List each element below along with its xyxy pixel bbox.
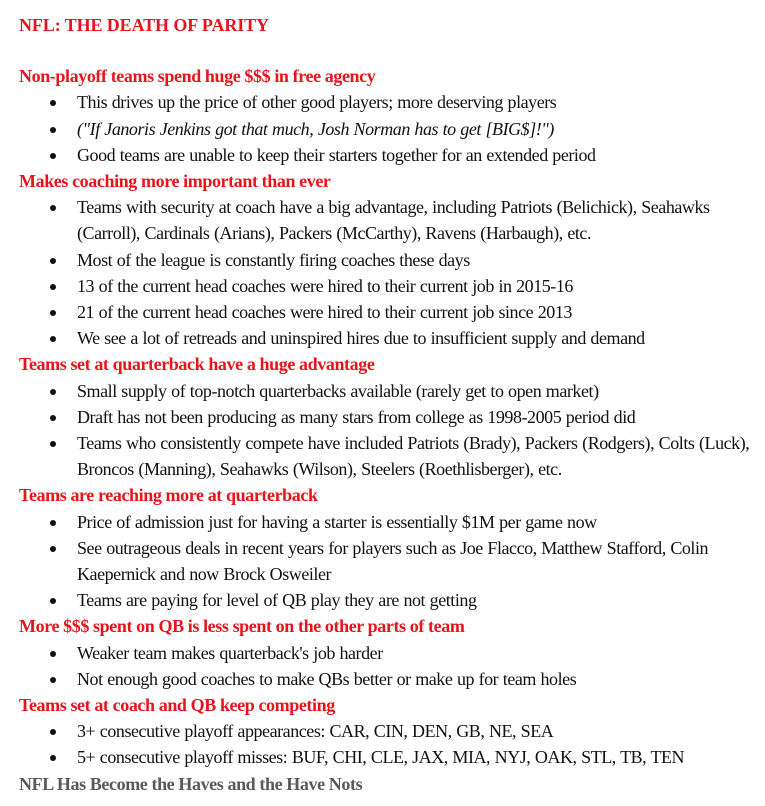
bullet-item: [19, 404, 765, 430]
bullet-item: [19, 89, 765, 115]
section: [19, 63, 765, 168]
bullet-text: Weaker team makes quarterback's job harder: [77, 642, 383, 663]
document: [19, 12, 765, 797]
bullet-icon: [50, 100, 56, 106]
bullet-item: [19, 744, 765, 770]
section-heading: More $$$ spent on QB is less spent on the other parts of team: [19, 616, 465, 637]
section-heading: Teams set at coach and QB keep competing: [19, 695, 335, 716]
section-heading: Non-playoff teams spend huge $$$ in free agency: [19, 66, 376, 87]
bullet-text: Teams are paying for level of QB play they are not getting: [77, 590, 477, 611]
section: [19, 168, 765, 351]
bullet-text: Draft has not been producing as many stars from college as 1998-2005 period did: [77, 406, 636, 427]
bullet-item: [19, 273, 765, 299]
bullet-item: [19, 718, 765, 744]
bullet-text: Small supply of top-notch quarterbacks available (rarely get to open market): [77, 380, 599, 401]
bullet-list: [19, 509, 765, 614]
section: [19, 482, 765, 613]
bullet-item: [19, 116, 765, 142]
bullet-icon: [50, 415, 56, 421]
bullet-text: We see a lot of retreads and uninspired hires due to insufficient supply and demand: [77, 328, 645, 349]
bullet-text: See outrageous deals in recent years for players such as Joe Flacco, Matthew Stafford, Colin Kaepernick and now Brock Osweiler: [77, 537, 709, 585]
bullet-icon: [50, 310, 56, 316]
bullet-icon: [50, 520, 56, 526]
bullet-text: ("If Janoris Jenkins got that much, Josh Norman has to get [BIG$]!"): [77, 118, 554, 139]
section: [19, 692, 765, 771]
bullet-icon: [50, 598, 56, 604]
bullet-text: 5+ consecutive playoff misses: BUF, CHI, CLE, JAX, MIA, NYJ, OAK, STL, TB, TEN: [77, 747, 685, 768]
bullet-list: [19, 194, 765, 351]
bullet-text: 3+ consecutive playoff appearances: CAR, CIN, DEN, GB, NE, SEA: [77, 721, 554, 742]
section-heading: Teams set at quarterback have a huge advantage: [19, 354, 375, 375]
bullet-icon: [50, 153, 56, 159]
bullet-icon: [50, 389, 56, 395]
section-heading: Makes coaching more important than ever: [19, 171, 331, 191]
bullet-item: [19, 640, 765, 666]
bullet-item: [19, 247, 765, 273]
bullet-item: [19, 666, 765, 692]
bullet-item: [19, 194, 765, 246]
bullet-item: [19, 535, 765, 587]
bullet-icon: [50, 205, 56, 211]
bullet-text: 13 of the current head coaches were hired to their current job in 2015-16: [77, 275, 573, 296]
bullet-text: Teams with security at coach have a big advantage, including Patriots (Belichick), Seahawks (Carroll), Cardinals (Arians), Packers (McCarthy), Ravens (Harbaugh), etc.: [77, 197, 710, 244]
document-title: NFL: THE DEATH OF PARITY: [19, 15, 269, 35]
bullet-item: [19, 299, 765, 325]
bullet-text: 21 of the current head coaches were hired to their current job since 2013: [77, 302, 572, 323]
bullet-list: [19, 378, 765, 483]
footer-text: NFL Has Become the Haves and the Have Nots: [19, 773, 363, 794]
bullet-icon: [50, 546, 56, 552]
bullet-item: [19, 587, 765, 613]
bullet-item: [19, 325, 765, 351]
bullet-icon: [50, 441, 56, 447]
bullet-text: Teams who consistently compete have included Patriots (Brady), Packers (Rodgers), Colts (Luck), Broncos (Manning), Seahawks (Wilson), Steelers (Roethlisberger), etc.: [77, 433, 750, 480]
bullet-list: [19, 89, 765, 168]
bullet-list: [19, 640, 765, 692]
bullet-icon: [50, 336, 56, 342]
bullet-icon: [50, 677, 56, 683]
bullet-icon: [50, 284, 56, 290]
sections: [19, 63, 765, 770]
section-heading: Teams are reaching more at quarterback: [19, 485, 318, 506]
spacer: [19, 38, 765, 63]
section: [19, 613, 765, 692]
bullet-icon: [50, 127, 56, 133]
bullet-item: [19, 142, 765, 168]
bullet-text: This drives up the price of other good players; more deserving players: [77, 92, 557, 113]
bullet-item: [19, 378, 765, 404]
bullet-list: [19, 718, 765, 770]
bullet-icon: [50, 729, 56, 735]
bullet-icon: [50, 755, 56, 761]
bullet-text: Not enough good coaches to make QBs better or make up for team holes: [77, 668, 577, 689]
bullet-icon: [50, 651, 56, 657]
bullet-text: Price of admission just for having a starter is essentially $1M per game now: [77, 511, 597, 532]
section: [19, 351, 765, 482]
bullet-item: [19, 509, 765, 535]
bullet-item: [19, 430, 765, 482]
bullet-text: Good teams are unable to keep their starters together for an extended period: [77, 144, 596, 165]
bullet-icon: [50, 258, 56, 264]
bullet-text: Most of the league is constantly firing coaches these days: [77, 249, 470, 270]
